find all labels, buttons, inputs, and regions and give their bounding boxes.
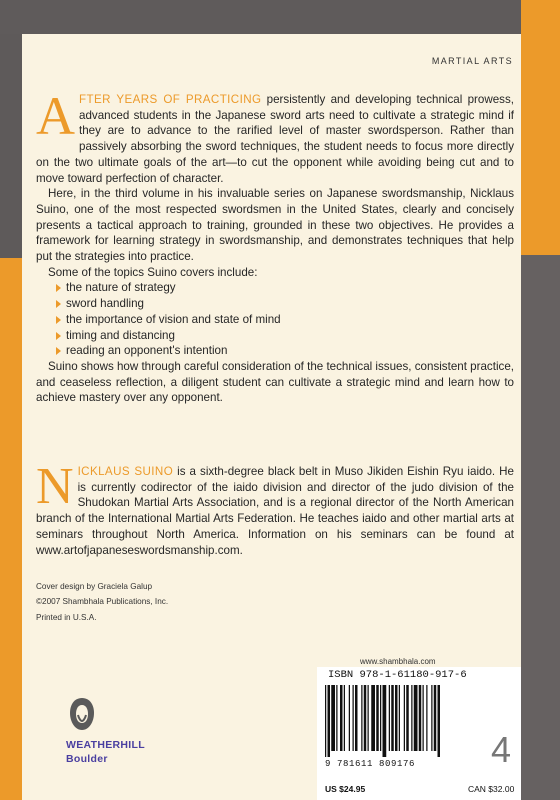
barcode-side-number: 4 — [491, 729, 512, 770]
bullet-arrow-icon — [56, 347, 61, 355]
bullet-arrow-icon — [56, 332, 61, 340]
bio-paragraph — [36, 458, 514, 558]
lead-in-text: FTER YEARS OF PRACTICING — [79, 93, 262, 106]
barcode-block — [317, 667, 521, 800]
back-cover-page — [22, 34, 521, 800]
description-paragraph-4: Suino shows how through careful consideration of the technical issues, consistent practice, and ceaseless reflection, a diligent student can cultivate a strategic mind and learn how to achieve mastery over any opponent. — [36, 359, 514, 405]
publisher-name: WEATHERHILL — [66, 739, 145, 751]
publisher-imprint — [66, 739, 145, 765]
dropcap-letter: A — [36, 86, 75, 146]
price-can: CAN $32.00 — [468, 784, 515, 794]
left-accent-bar — [0, 258, 22, 800]
price-us: US $24.95 — [325, 784, 366, 794]
list-item: the nature of strategy — [56, 280, 514, 296]
category-label: MARTIAL ARTS — [431, 56, 513, 66]
publisher-city: Boulder — [66, 753, 108, 765]
weatherhill-logo-icon — [68, 694, 96, 734]
right-accent-bar — [521, 0, 560, 255]
publisher-website: www.shambhala.com — [360, 657, 436, 666]
bullet-arrow-icon — [56, 300, 61, 308]
description-paragraph-2: Here, in the third volume in his invaluable series on Japanese swordsmanship, Nicklaus Suino, one of the most respected swordsmen in the United States, clearly and concisely presents a tactical approach to training, grounded in these two objectives. He provides a framework for learning strategy in swordsmanship, and demonstrates techniques that help put the strategies into practice. — [36, 187, 514, 264]
topics-intro: Some of the topics Suino covers include: — [48, 265, 258, 279]
paragraph-text: persistently and developing technical prowess, advanced students in the Japanese sword arts need to cultivate a strategic mind if they are to advance to the rarified level of master swordsperson. Rather than passively absorbing the sword techniques, the student needs to focus more directly on the two ultimate goals of the art—to cut the opponent while avoiding being cut and to move toward perfection of character. — [36, 93, 514, 185]
credits-block — [36, 579, 168, 625]
list-item: reading an opponent's intention — [56, 343, 514, 359]
barcode-digits: 9 781611 809176 — [325, 759, 416, 769]
copyright-line: ©2007 Shambhala Publications, Inc. — [36, 597, 169, 607]
list-item: sword handling — [56, 296, 514, 312]
list-item: the importance of vision and state of mind — [56, 312, 514, 328]
author-bio — [36, 458, 514, 558]
cover-design-credit: Cover design by Graciela Galup — [36, 582, 153, 591]
description-paragraph-1 — [36, 86, 514, 186]
top-frame-bar — [0, 0, 560, 34]
bullet-arrow-icon — [56, 316, 61, 324]
right-frame-bar — [521, 255, 560, 800]
barcode-image — [325, 685, 485, 757]
bio-dropcap-letter: N — [36, 458, 74, 515]
topics-list — [56, 280, 514, 359]
bullet-arrow-icon — [56, 284, 61, 292]
book-description — [36, 86, 514, 406]
printed-line: Printed in U.S.A. — [36, 612, 97, 622]
author-name: ICKLAUS SUINO — [77, 465, 174, 478]
isbn-number: ISBN 978-1-61180-917-6 — [328, 669, 467, 681]
bio-text: is a sixth-degree black belt in Muso Jikiden Eishin Ryu iaido. He is currently codirector of the iaido division and director of the judo division of the Shudokan Martial Arts Association, and is a regional director of the North American branch of the International Martial Arts Federation. He teaches iaido and other martial arts at seminars throughout North America. Information on his seminars can be found at www.artofjapaneseswordsmanship.com. — [36, 465, 514, 557]
list-item: timing and distancing — [56, 328, 514, 344]
